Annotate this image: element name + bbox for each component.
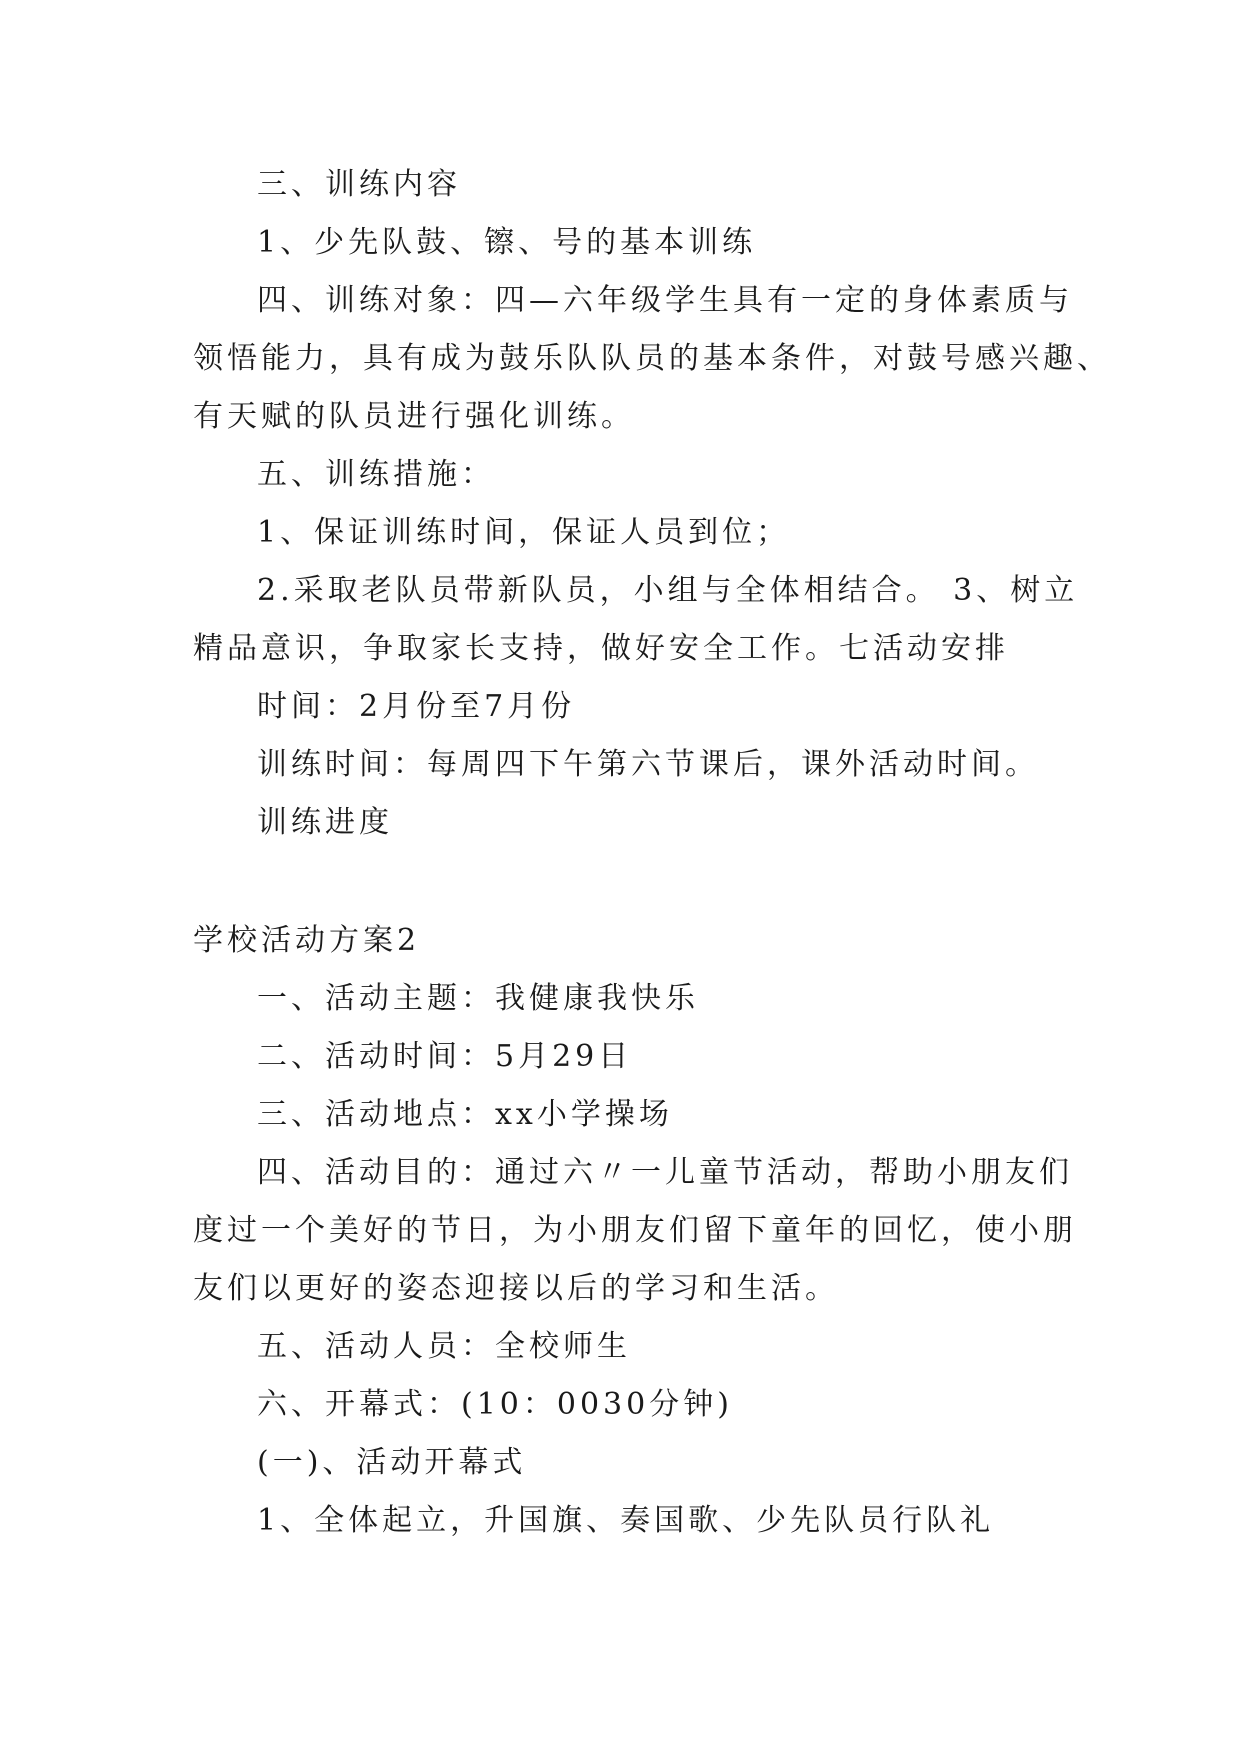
paragraph-activity-time: 二、活动时间：5月29日 <box>257 1039 633 1074</box>
paragraph-activity-participants: 五、活动人员：全校师生 <box>257 1329 631 1364</box>
paragraph-schedule-period: 时间：2月份至7月份 <box>257 689 576 724</box>
paragraph-activity-purpose-line-3: 友们以更好的姿态迎接以后的学习和生活。 <box>193 1271 839 1306</box>
paragraph-training-target-line-2: 领悟能力，具有成为鼓乐队队员的基本条件，对鼓号感兴趣、 <box>193 341 1111 376</box>
paragraph-opening-ceremony: 六、开幕式：(10：0030分钟) <box>257 1387 733 1422</box>
paragraph-activity-location: 三、活动地点：xx小学操场 <box>257 1097 673 1132</box>
heading-training-content: 三、训练内容 <box>257 167 461 202</box>
section-title: 学校活动方案2 <box>193 923 421 958</box>
paragraph-training-time: 训练时间：每周四下午第六节课后，课外活动时间。 <box>257 747 1039 782</box>
paragraph-activity-theme: 一、活动主题：我健康我快乐 <box>257 981 699 1016</box>
paragraph-measure-2-line-2: 精品意识，争取家长支持，做好安全工作。七活动安排 <box>193 631 1009 666</box>
paragraph-activity-purpose-line-2: 度过一个美好的节日，为小朋友们留下童年的回忆，使小朋 <box>193 1213 1077 1248</box>
paragraph-training-progress: 训练进度 <box>257 805 393 840</box>
paragraph-training-item-1: 1、少先队鼓、镲、号的基本训练 <box>257 225 757 260</box>
paragraph-measure-1: 1、保证训练时间，保证人员到位； <box>257 515 791 550</box>
paragraph-opening-subheading: (一)、活动开幕式 <box>257 1445 527 1480</box>
paragraph-opening-step-1: 1、全体起立，升国旗、奏国歌、少先队员行队礼 <box>257 1503 995 1538</box>
paragraph-activity-purpose-line-1: 四、活动目的：通过六〃一儿童节活动，帮助小朋友们 <box>257 1155 1073 1190</box>
section-training-plan <box>193 156 1111 852</box>
paragraph-training-target-line-1: 四、训练对象：四—六年级学生具有一定的身体素质与 <box>257 283 1073 318</box>
heading-training-measures: 五、训练措施： <box>257 457 495 492</box>
paragraph-measure-2-line-1: 2.采取老队员带新队员，小组与全体相结合。 3、树立 <box>257 573 1079 608</box>
section-school-activity-plan-2 <box>193 912 1077 1550</box>
paragraph-training-target-line-3: 有天赋的队员进行强化训练。 <box>193 399 635 434</box>
